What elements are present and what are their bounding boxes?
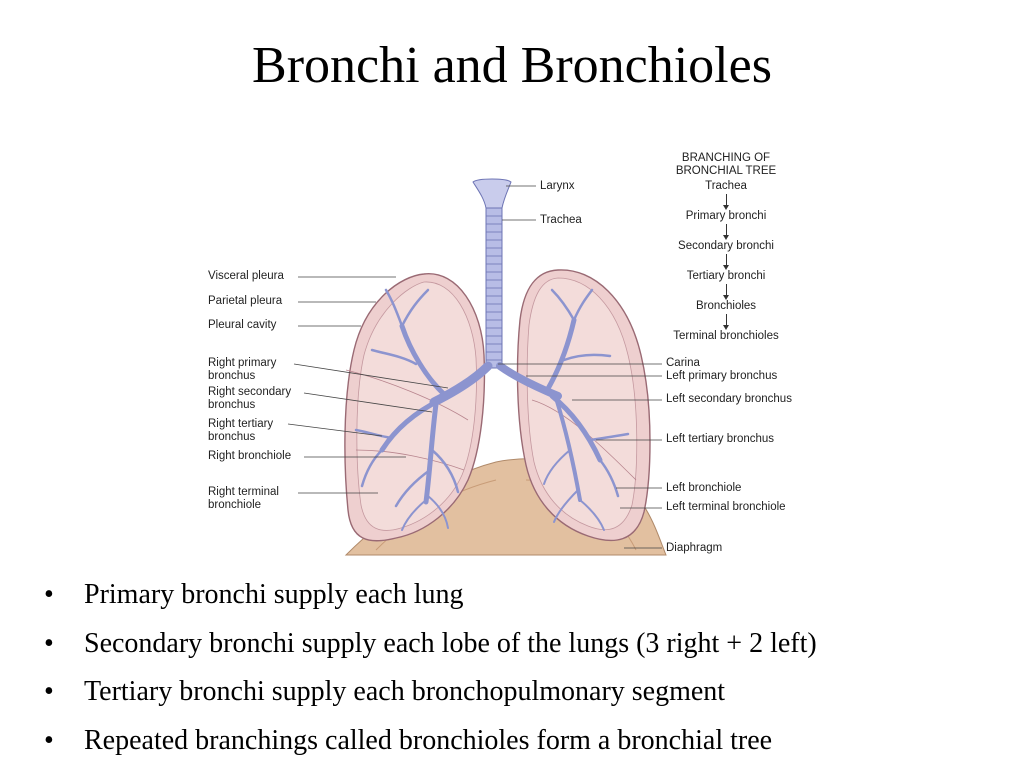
bullet-dot: • xyxy=(44,579,54,610)
bullet-text: Secondary bronchi supply each lobe of the lungs (3 right + 2 left) xyxy=(84,627,817,659)
bullet-item xyxy=(40,717,1010,766)
label-parietal-pleura: Parietal pleura xyxy=(208,295,283,307)
flow-step-tertiary-bronchi: Tertiary bronchi xyxy=(686,270,766,282)
flow-heading: BRANCHING OF BRONCHIAL TREE xyxy=(675,152,777,177)
label-larynx: Larynx xyxy=(540,180,575,192)
bronchial-tree-figure xyxy=(196,150,816,562)
bullet-dot: • xyxy=(44,627,54,659)
label-left-bronchiole: Left bronchiole xyxy=(666,482,742,494)
label-left-tertiary-bronchus: Left tertiary bronchus xyxy=(666,433,775,445)
bullet-dot: • xyxy=(44,724,54,756)
flow-arrow xyxy=(726,224,727,238)
larynx xyxy=(473,179,511,208)
label-left-terminal-bronchiole: Left terminal bronchiole xyxy=(666,501,786,513)
label-right-tertiary-bronchus: Right tertiary bronchus xyxy=(208,418,274,443)
bullet-dot: • xyxy=(44,676,54,707)
flow-arrow xyxy=(726,194,727,208)
label-pleural-cavity: Pleural cavity xyxy=(208,319,277,331)
bullet-text: Primary bronchi supply each lung xyxy=(84,579,464,610)
bullet-text: Tertiary bronchi supply each bronchopulmonary segment xyxy=(84,676,726,707)
flow-arrow xyxy=(726,314,727,328)
bullet-text: Repeated branchings called bronchioles form a bronchial tree xyxy=(84,724,773,756)
label-right-bronchiole: Right bronchiole xyxy=(208,450,292,462)
flow-arrow xyxy=(726,254,727,268)
label-diaphragm: Diaphragm xyxy=(666,542,723,554)
bullet-list xyxy=(40,571,1010,765)
flow-step-bronchioles: Bronchioles xyxy=(695,300,757,312)
flow-step-trachea: Trachea xyxy=(705,180,747,192)
label-carina: Carina xyxy=(666,357,700,369)
slide-title: Bronchi and Bronchioles xyxy=(252,37,772,94)
label-left-secondary-bronchus: Left secondary bronchus xyxy=(666,393,792,405)
label-visceral-pleura: Visceral pleura xyxy=(208,270,284,282)
bullet-item xyxy=(40,571,1010,620)
flow-step-terminal-bronchioles: Terminal bronchioles xyxy=(673,330,779,342)
flow-step-secondary-bronchi: Secondary bronchi xyxy=(678,240,774,252)
bullet-item xyxy=(40,668,1010,717)
flow-step-primary-bronchi: Primary bronchi xyxy=(685,210,767,222)
label-left-primary-bronchus: Left primary bronchus xyxy=(666,370,778,382)
label-trachea: Trachea xyxy=(540,214,582,226)
label-right-terminal-bronchiole: Right terminal bronchiole xyxy=(208,486,279,511)
label-right-secondary-bronchus: Right secondary bronchus xyxy=(208,386,292,411)
label-right-primary-bronchus: Right primary bronchus xyxy=(208,357,277,382)
bullet-item xyxy=(40,620,1010,669)
flow-arrow xyxy=(726,284,727,298)
